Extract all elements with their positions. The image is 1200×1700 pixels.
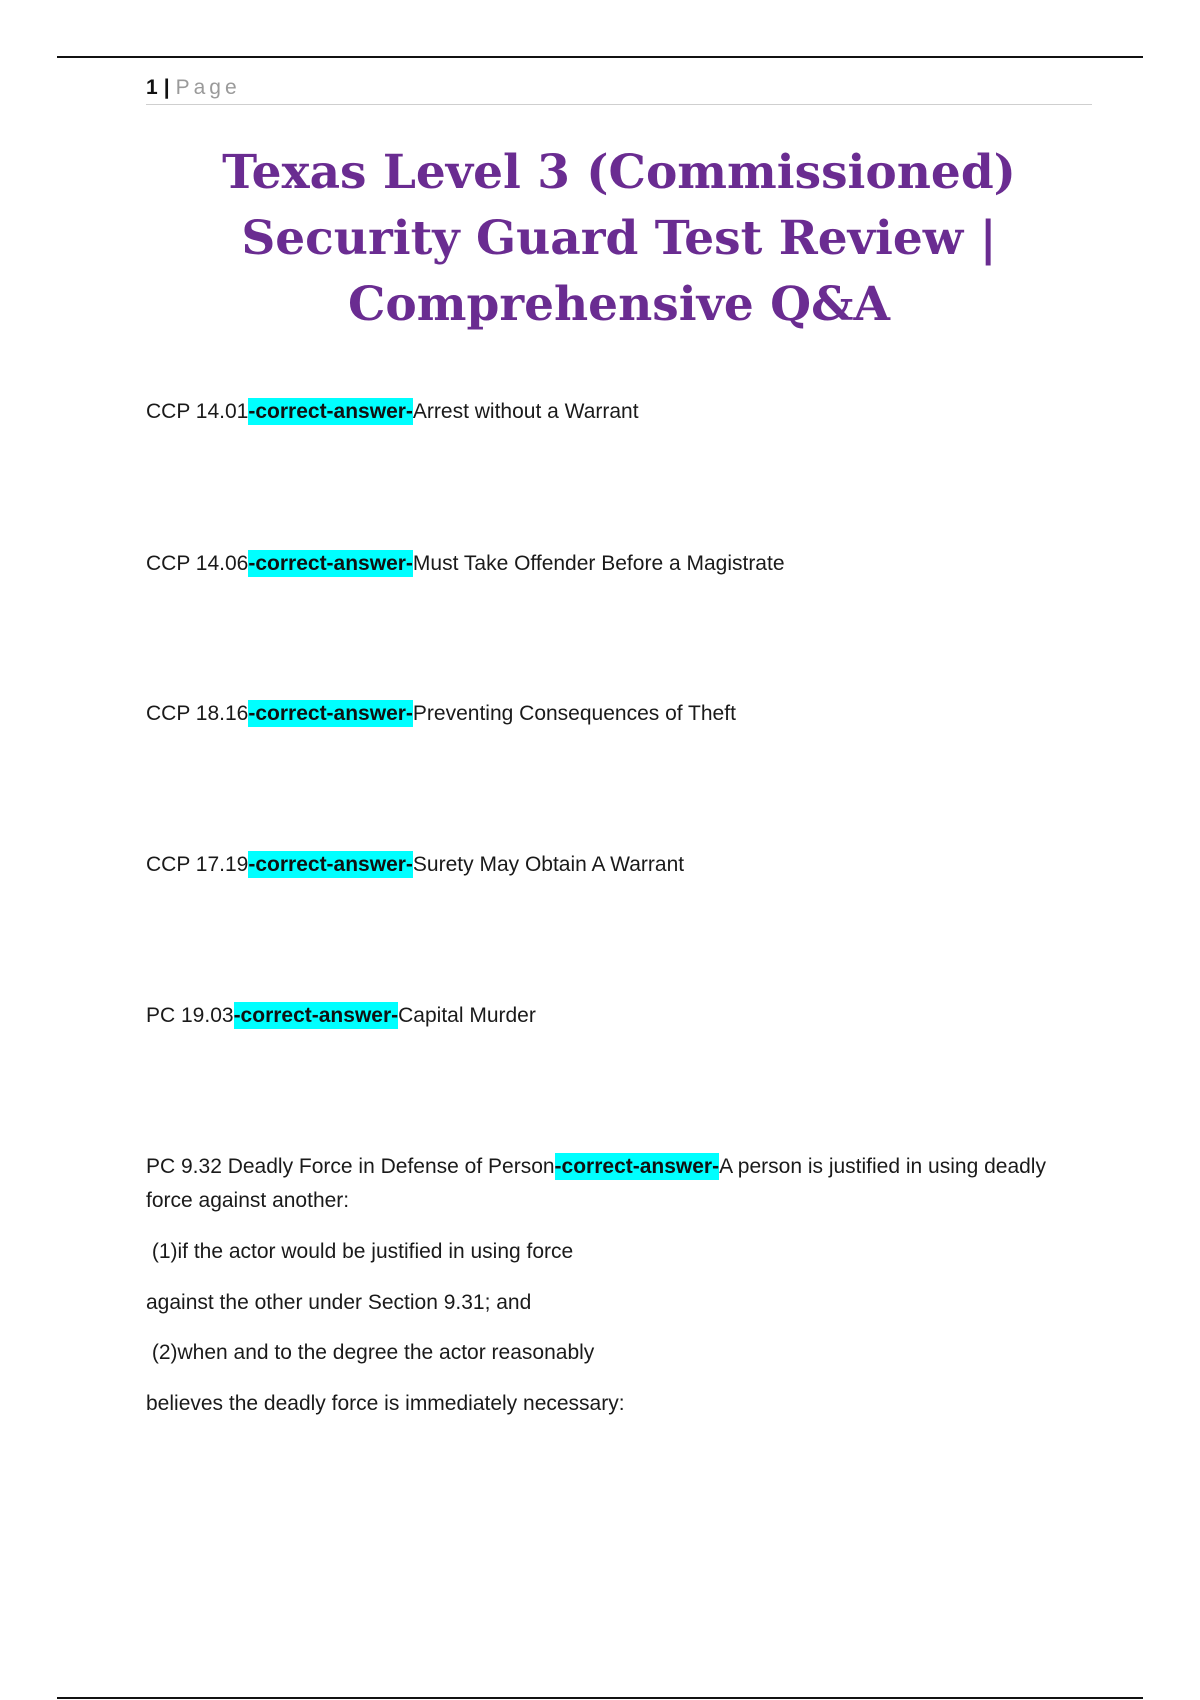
correct-answer-highlight: -correct-answer-: [554, 1155, 720, 1178]
correct-answer-highlight: -correct-answer-: [248, 702, 413, 725]
continuation-line: against the other under Section 9.31; and: [146, 1291, 532, 1314]
entry-answer: Preventing Consequences of Theft: [412, 702, 736, 725]
qa-entry: [146, 1150, 1092, 1218]
page-header: [146, 72, 1092, 105]
entry-answer: Capital Murder: [398, 1004, 536, 1027]
entry-answer: Surety May Obtain A Warrant: [412, 853, 685, 876]
page-bottom-rule: [57, 1697, 1143, 1699]
page-separator: |: [163, 76, 170, 99]
qa-entry: [146, 395, 1092, 429]
entry-answer: Must Take Offender Before a Magistrate: [412, 552, 785, 575]
entry-answer: A person is justified in using deadly force against another:: [146, 1155, 1046, 1212]
page-top-rule: [57, 56, 1143, 58]
entry-question: CCP 17.19: [146, 853, 249, 876]
entry-answer: Arrest without a Warrant: [412, 400, 639, 423]
entry-question: CCP 14.06: [146, 552, 249, 575]
qa-entry: [146, 697, 1092, 731]
continuation-line: believes the deadly force is immediately necessary:: [146, 1392, 625, 1415]
qa-entry: [146, 848, 1092, 882]
entry-question: PC 19.03: [146, 1004, 234, 1027]
continuation-line: (2)when and to the degree the actor reasonably: [146, 1341, 595, 1364]
correct-answer-highlight: -correct-answer-: [233, 1004, 399, 1027]
correct-answer-highlight: -correct-answer-: [248, 400, 413, 423]
entry-question: CCP 18.16: [146, 702, 249, 725]
qa-entry: [146, 547, 1092, 581]
correct-answer-highlight: -correct-answer-: [248, 853, 413, 876]
correct-answer-highlight: -correct-answer-: [248, 552, 413, 575]
page-label: Page: [175, 76, 241, 99]
document-title: Texas Level 3 (Commissioned) Security Guard Test Review | Comprehensive Q&A: [222, 145, 1016, 332]
qa-entry: [146, 999, 1092, 1033]
entry-question: PC 9.32 Deadly Force in Defense of Person: [146, 1155, 555, 1178]
page-number: 1: [146, 76, 158, 99]
continuation-line: (1)if the actor would be justified in using force: [146, 1240, 574, 1263]
entry-question: CCP 14.01: [146, 400, 249, 423]
